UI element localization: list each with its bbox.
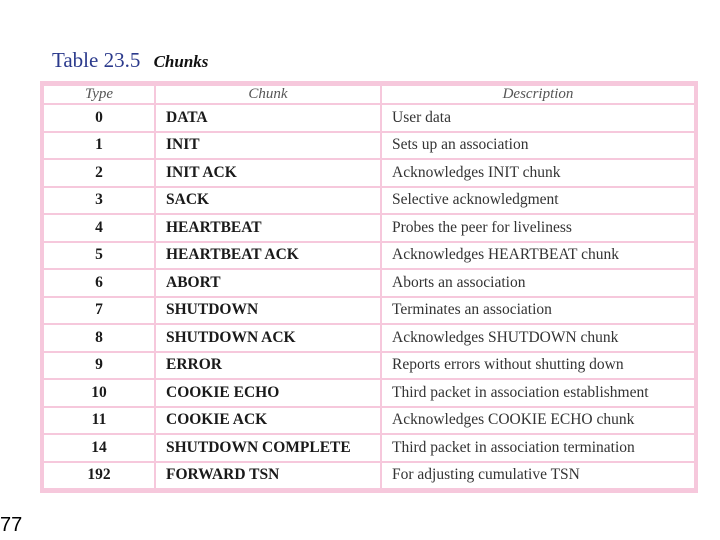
- type-cell: 1: [44, 133, 154, 159]
- chunk-name-cell: INIT ACK: [156, 160, 380, 186]
- type-cell: 2: [44, 160, 154, 186]
- type-cell: 9: [44, 353, 154, 379]
- table-row: [44, 270, 694, 296]
- header-type: Type: [44, 86, 154, 103]
- type-cell: 10: [44, 380, 154, 406]
- table-row: [44, 380, 694, 406]
- description-cell: Acknowledges INIT chunk: [382, 160, 694, 186]
- type-cell: 14: [44, 435, 154, 461]
- description-cell: Third packet in association termination: [382, 435, 694, 461]
- chunk-name-cell: SACK: [156, 188, 380, 214]
- type-cell: 3: [44, 188, 154, 214]
- chunk-name-cell: HEARTBEAT ACK: [156, 243, 380, 269]
- table-header-row: [44, 86, 694, 103]
- table-row: [44, 243, 694, 269]
- chunks-table-container: [40, 81, 698, 493]
- type-cell: 11: [44, 408, 154, 434]
- description-cell: Acknowledges HEARTBEAT chunk: [382, 243, 694, 269]
- table-row: [44, 353, 694, 379]
- description-cell: Third packet in association establishment: [382, 380, 694, 406]
- description-cell: Selective acknowledgment: [382, 188, 694, 214]
- table-row: [44, 298, 694, 324]
- description-cell: For adjusting cumulative TSN: [382, 463, 694, 489]
- type-cell: 6: [44, 270, 154, 296]
- chunk-name-cell: ERROR: [156, 353, 380, 379]
- chunk-name-cell: COOKIE ECHO: [156, 380, 380, 406]
- table-row: [44, 133, 694, 159]
- description-cell: Acknowledges SHUTDOWN chunk: [382, 325, 694, 351]
- type-cell: 192: [44, 463, 154, 489]
- chunk-name-cell: COOKIE ACK: [156, 408, 380, 434]
- table-body: [44, 105, 694, 488]
- chunk-name-cell: SHUTDOWN ACK: [156, 325, 380, 351]
- table-row: [44, 188, 694, 214]
- chunk-name-cell: SHUTDOWN COMPLETE: [156, 435, 380, 461]
- caption-title: Chunks: [153, 52, 209, 71]
- chunk-name-cell: ABORT: [156, 270, 380, 296]
- table-row: [44, 435, 694, 461]
- table-row: [44, 408, 694, 434]
- description-cell: Sets up an association: [382, 133, 694, 159]
- header-chunk: Chunk: [156, 86, 380, 103]
- description-cell: Terminates an association: [382, 298, 694, 324]
- chunk-name-cell: HEARTBEAT: [156, 215, 380, 241]
- chunk-name-cell: INIT: [156, 133, 380, 159]
- table-row: [44, 325, 694, 351]
- description-cell: Acknowledges COOKIE ECHO chunk: [382, 408, 694, 434]
- page-number: 77: [0, 514, 23, 536]
- table-row: [44, 215, 694, 241]
- caption-label: Table 23.5: [52, 48, 141, 72]
- type-cell: 8: [44, 325, 154, 351]
- table-row: [44, 463, 694, 489]
- description-cell: Aborts an association: [382, 270, 694, 296]
- chunk-name-cell: DATA: [156, 105, 380, 131]
- description-cell: Probes the peer for liveliness: [382, 215, 694, 241]
- header-description: Description: [382, 86, 694, 103]
- table-row: [44, 105, 694, 131]
- type-cell: 7: [44, 298, 154, 324]
- type-cell: 4: [44, 215, 154, 241]
- type-cell: 5: [44, 243, 154, 269]
- description-cell: Reports errors without shutting down: [382, 353, 694, 379]
- chunk-name-cell: FORWARD TSN: [156, 463, 380, 489]
- chunks-table: [42, 84, 696, 490]
- description-cell: User data: [382, 105, 694, 131]
- chunk-name-cell: SHUTDOWN: [156, 298, 380, 324]
- type-cell: 0: [44, 105, 154, 131]
- table-row: [44, 160, 694, 186]
- table-caption: [52, 48, 208, 73]
